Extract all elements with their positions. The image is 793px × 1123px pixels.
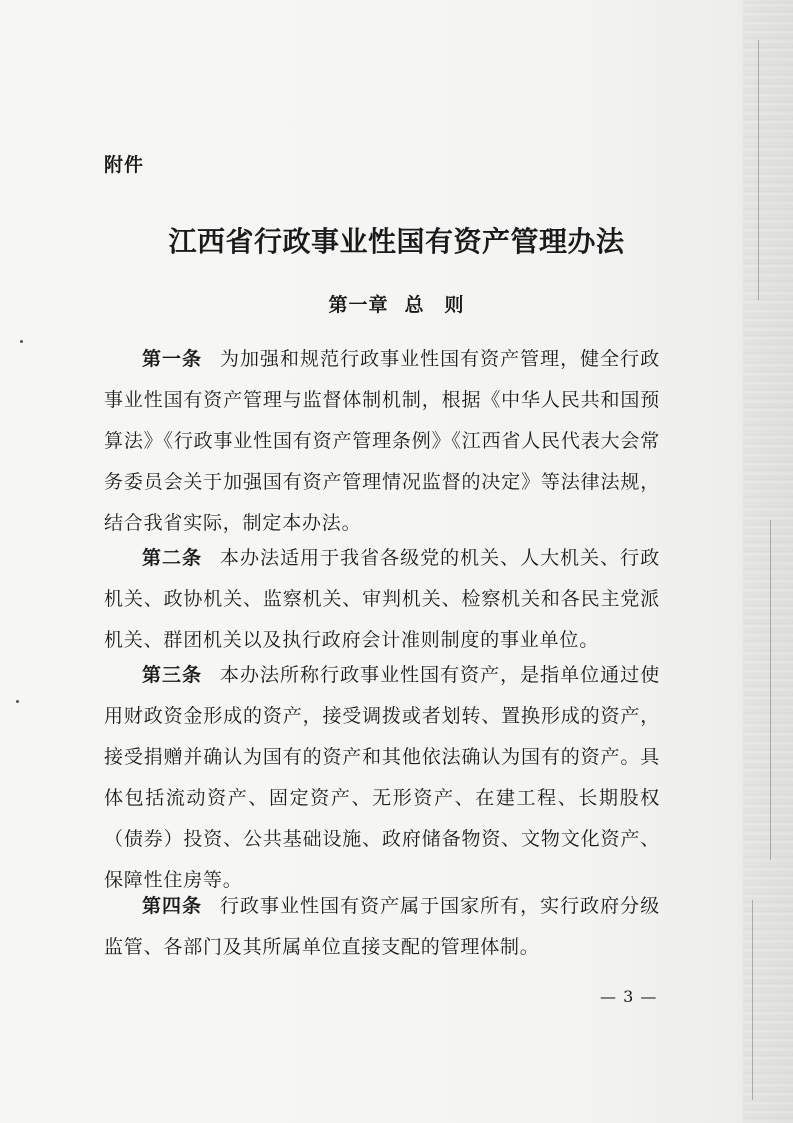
article-paragraph	[104, 538, 660, 661]
scan-edge-line	[770, 520, 771, 860]
chapter-heading	[0, 290, 793, 317]
article-number: 第二条	[142, 547, 203, 569]
chapter-number: 第一章	[328, 294, 389, 316]
article-text: 为加强和规范行政事业性国有资产管理，健全行政事业性国有资产管理与监督体制机制，根据《中华人民共和国预算法》《行政事业性国有资产管理条例》《江西省人民代表大会常务委员会关于加强国有资产管理情况监督的决定》等法律法规，结合我省实际，制定本办法。	[104, 348, 660, 534]
article-paragraph	[104, 655, 660, 901]
scan-edge-line	[758, 40, 759, 300]
scan-edge-shadow	[743, 0, 793, 1123]
article-text: 本办法适用于我省各级党的机关、人大机关、行政机关、政协机关、监察机关、审判机关、检察机关和各民主党派机关、群团机关以及执行政府会计准则制度的事业单位。	[104, 547, 660, 651]
scan-speck	[16, 700, 19, 703]
article-number: 第四条	[142, 895, 203, 917]
scan-edge-line	[752, 900, 753, 1100]
article-number: 第一条	[142, 348, 203, 370]
scan-speck	[20, 340, 23, 343]
article-number: 第三条	[142, 664, 203, 686]
article-paragraph	[104, 339, 660, 544]
article-text: 行政事业性国有资产属于国家所有，实行政府分级监管、各部门及其所属单位直接支配的管理体制。	[104, 895, 660, 958]
document-title: 江西省行政事业性国有资产管理办法	[168, 225, 625, 258]
article-paragraph	[104, 886, 660, 968]
article-text: 本办法所称行政事业性国有资产，是指单位通过使用财政资金形成的资产，接受调拨或者划转、置换形成的资产，接受捐赠并确认为国有的资产和其他依法确认为国有的资产。具体包括流动资产、固定资产、无形资产、在建工程、长期股权（债券）投资、公共基础设施、政府储备物资、文物文化资产、保障性住房等。	[104, 664, 660, 891]
page-number: — 3 —	[600, 987, 658, 1006]
attachment-label: 附件	[104, 154, 145, 176]
chapter-name: 总 则	[404, 294, 465, 316]
